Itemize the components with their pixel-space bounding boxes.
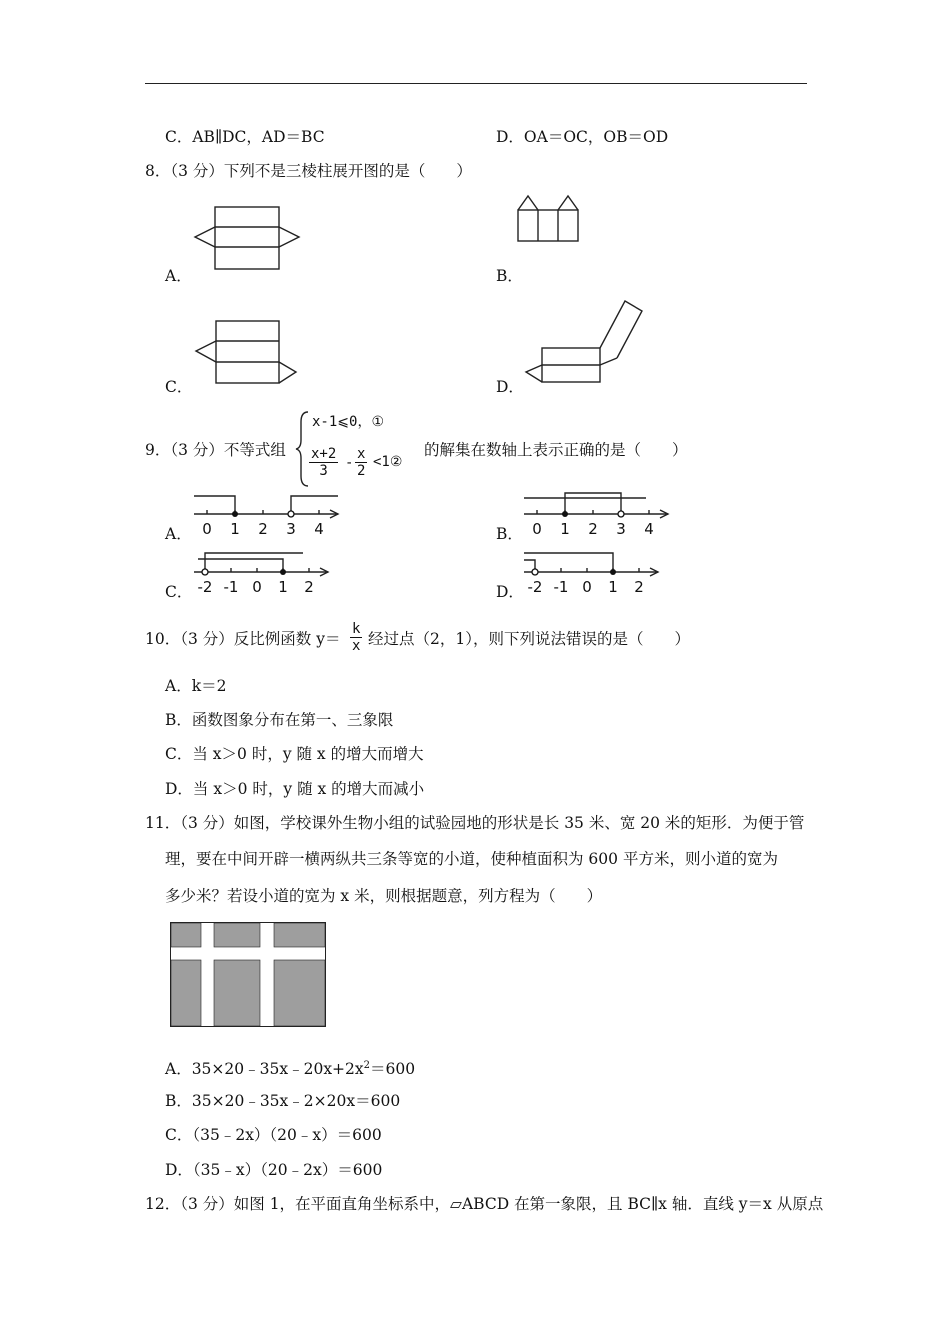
q8-label-a[interactable]: A． [165, 267, 192, 285]
q11-text-line-3: 多少米？若设小道的宽为 x 米，则根据题意，列方程为（ ） [165, 887, 603, 905]
q9c-tick-2: 0 [252, 578, 262, 596]
q11-option-a-end: ＝600 [370, 1060, 416, 1079]
q8-stem: 8．（3 分）下列不是三棱柱展开图的是（ ） [145, 162, 472, 180]
q9a-tick-0: 0 [202, 520, 212, 538]
q11-option-a-main: A．35×20﹣35x﹣20x+2x [165, 1060, 364, 1079]
q9d-tick-0: -2 [527, 578, 543, 596]
q7-option-d[interactable]: D．OA＝OC，OB＝OD [496, 128, 669, 146]
q9d-tick-2: 0 [582, 578, 592, 596]
q10-option-b[interactable]: B．函数图象分布在第一、三象限 [165, 711, 394, 729]
q10-option-a[interactable]: A．k＝2 [165, 677, 227, 695]
q9-minus: - [345, 455, 354, 471]
q9a-tick-3: 3 [286, 520, 296, 538]
q9b-tick-3: 3 [616, 520, 626, 538]
q11-text-line-1: 11．（3 分）如图，学校课外生物小组的试验园地的形状是长 35 米、宽 20 米的矩形．为便于管 [145, 814, 805, 832]
q8-label-b[interactable]: B． [496, 267, 523, 285]
q9-fraction-2-denominator: 2 [357, 463, 366, 479]
q9-system-brace [296, 410, 310, 488]
q11-garden-figure [170, 922, 326, 1027]
q9-fraction-2 [355, 446, 367, 479]
q9b-tick-0: 0 [532, 520, 542, 538]
q9-label-c[interactable]: C． [165, 583, 193, 601]
q9c-tick-4: 2 [304, 578, 314, 596]
q9-numberline-c [190, 548, 340, 598]
q10-option-c[interactable]: C．当 x＞0 时，y 随 x 的增大而增大 [165, 745, 424, 763]
q8-figure-d [520, 298, 650, 388]
q9-numberline-d [520, 548, 670, 598]
q9-numberline-b [520, 490, 680, 540]
q9d-tick-1: -1 [553, 578, 569, 596]
q11-option-c[interactable]: C．（35﹣2x）（20﹣x）＝600 [165, 1126, 382, 1144]
q9a-tick-4: 4 [314, 520, 324, 538]
q9-prefix: 9．（3 分）不等式组 [145, 441, 286, 459]
q11-text-line-2: 理，要在中间开辟一横两纵共三条等宽的小道，使种植面积为 600 平方米，则小道的宽为 [165, 850, 778, 868]
q9-inequality-2-rest: <1② [373, 454, 403, 470]
q9d-tick-4: 2 [634, 578, 644, 596]
q9c-tick-3: 1 [278, 578, 288, 596]
q8-figure-b [515, 192, 585, 247]
q10-suffix: 经过点（2，1），则下列说法错误的是（ ） [368, 630, 690, 648]
q9c-tick-1: -1 [223, 578, 239, 596]
q12-text-line-1: 12．（3 分）如图 1，在平面直角坐标系中，▱ABCD 在第一象限，且 BC∥x 轴．直线 y＝x 从原点 [145, 1195, 824, 1213]
q9d-tick-3: 1 [608, 578, 618, 596]
q9-numberline-a [190, 490, 350, 540]
q9b-tick-1: 1 [560, 520, 570, 538]
q9-label-d[interactable]: D． [496, 583, 524, 601]
q9a-tick-1: 1 [230, 520, 240, 538]
q9-fraction-1-denominator: 3 [319, 463, 328, 479]
q9b-tick-4: 4 [644, 520, 654, 538]
q10-fraction [350, 621, 362, 654]
q9-fraction-1 [309, 446, 338, 479]
q8-figure-c [190, 318, 310, 388]
header-rule [145, 83, 807, 84]
q9-suffix: 的解集在数轴上表示正确的是（ ） [424, 441, 688, 459]
q9-label-b[interactable]: B． [496, 525, 523, 543]
q7-option-c[interactable]: C．AB∥DC，AD＝BC [165, 128, 325, 146]
q10-option-d[interactable]: D．当 x＞0 时，y 随 x 的增大而减小 [165, 780, 425, 798]
q11-option-b[interactable]: B．35×20﹣35x﹣2×20x＝600 [165, 1092, 401, 1110]
q10-fraction-denominator: x [352, 638, 361, 654]
q11-option-d[interactable]: D．（35﹣x）（20﹣2x）＝600 [165, 1161, 383, 1179]
q9b-tick-2: 2 [588, 520, 598, 538]
q10-prefix: 10．（3 分）反比例函数 y＝ [145, 630, 341, 648]
q9-inequality-1: x-1⩽0，① [312, 414, 384, 430]
q10-fraction-numerator: k [352, 621, 361, 637]
q8-label-d[interactable]: D． [496, 378, 524, 396]
q8-label-c[interactable]: C． [165, 378, 193, 396]
q11-option-a-exponent: 2 [363, 1060, 371, 1071]
q9-fraction-1-numerator: x+2 [311, 446, 337, 462]
q9-label-a[interactable]: A． [165, 525, 192, 543]
q9-fraction-2-numerator: x [357, 446, 366, 462]
q9c-tick-0: -2 [197, 578, 213, 596]
q9a-tick-2: 2 [258, 520, 268, 538]
q11-option-a[interactable] [165, 1056, 415, 1079]
q8-figure-a [190, 205, 310, 275]
